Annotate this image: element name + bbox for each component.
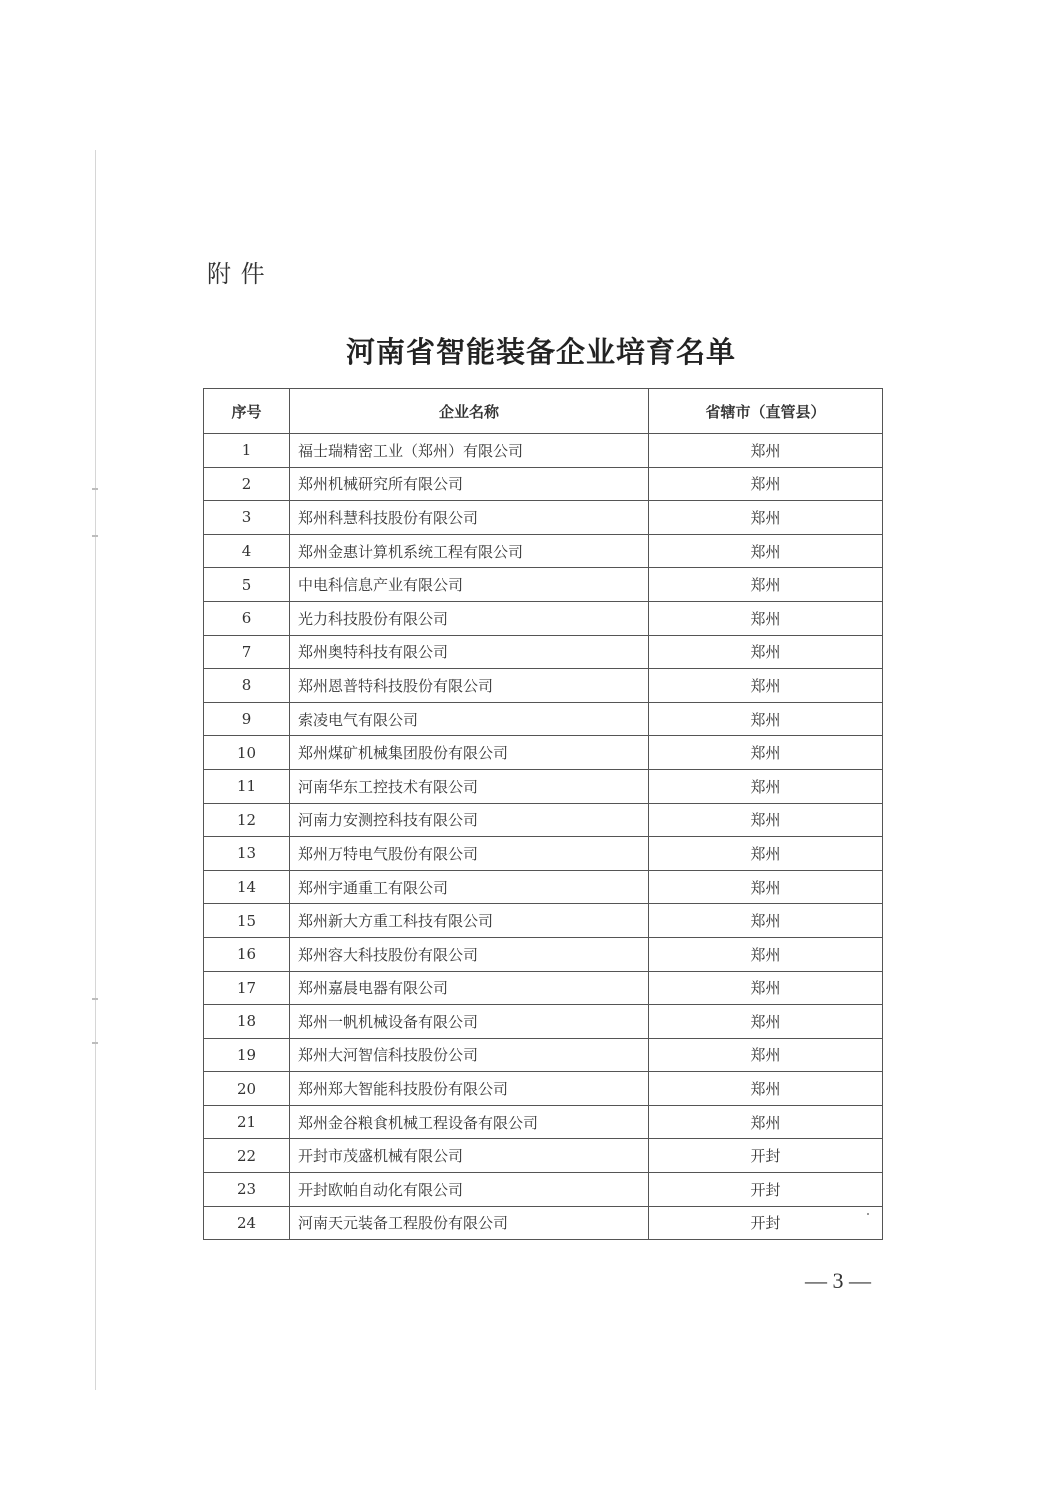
row-city: 郑州	[649, 702, 883, 736]
table-row	[204, 669, 883, 703]
row-serial: 2	[204, 467, 290, 501]
row-company-name: 河南力安测控科技有限公司	[290, 803, 649, 837]
scan-speck	[867, 1213, 869, 1215]
row-company-name: 郑州金惠计算机系统工程有限公司	[290, 534, 649, 568]
row-serial: 7	[204, 635, 290, 669]
row-company-name: 郑州大河智信科技股份公司	[290, 1038, 649, 1072]
row-serial: 20	[204, 1072, 290, 1106]
row-city: 郑州	[649, 635, 883, 669]
row-city: 郑州	[649, 904, 883, 938]
table-row	[204, 769, 883, 803]
table-row	[204, 803, 883, 837]
row-company-name: 福士瑞精密工业（郑州）有限公司	[290, 434, 649, 468]
row-city: 郑州	[649, 601, 883, 635]
row-company-name: 郑州嘉晨电器有限公司	[290, 971, 649, 1005]
table-row	[204, 1139, 883, 1173]
row-city: 郑州	[649, 937, 883, 971]
table-row	[204, 467, 883, 501]
row-city: 郑州	[649, 467, 883, 501]
row-company-name: 索凌电气有限公司	[290, 702, 649, 736]
row-company-name: 郑州郑大智能科技股份有限公司	[290, 1072, 649, 1106]
table-row	[204, 702, 883, 736]
row-company-name: 郑州万特电气股份有限公司	[290, 837, 649, 871]
table-row	[204, 1072, 883, 1106]
row-serial: 5	[204, 568, 290, 602]
row-serial: 16	[204, 937, 290, 971]
enterprise-table	[203, 388, 883, 1240]
table-row	[204, 736, 883, 770]
table-row	[204, 1005, 883, 1039]
row-company-name: 郑州奥特科技有限公司	[290, 635, 649, 669]
row-company-name: 郑州煤矿机械集团股份有限公司	[290, 736, 649, 770]
row-serial: 14	[204, 870, 290, 904]
row-serial: 9	[204, 702, 290, 736]
table-row	[204, 635, 883, 669]
table-row	[204, 870, 883, 904]
table-row	[204, 904, 883, 938]
binding-mark	[92, 1042, 98, 1044]
binding-line	[95, 150, 96, 1390]
row-city: 郑州	[649, 568, 883, 602]
row-city: 郑州	[649, 769, 883, 803]
row-city: 郑州	[649, 534, 883, 568]
row-company-name: 郑州恩普特科技股份有限公司	[290, 669, 649, 703]
row-city: 郑州	[649, 1005, 883, 1039]
row-company-name: 郑州机械研究所有限公司	[290, 467, 649, 501]
row-company-name: 郑州科慧科技股份有限公司	[290, 501, 649, 535]
header-company: 企业名称	[290, 389, 649, 434]
table-row	[204, 1173, 883, 1207]
row-city: 郑州	[649, 669, 883, 703]
table-row	[204, 568, 883, 602]
table-row	[204, 937, 883, 971]
row-serial: 18	[204, 1005, 290, 1039]
row-city: 郑州	[649, 870, 883, 904]
row-serial: 3	[204, 501, 290, 535]
table-row	[204, 434, 883, 468]
row-serial: 11	[204, 769, 290, 803]
table-row	[204, 501, 883, 535]
binding-mark	[92, 535, 98, 537]
row-serial: 4	[204, 534, 290, 568]
row-company-name: 郑州金谷粮食机械工程设备有限公司	[290, 1105, 649, 1139]
row-serial: 22	[204, 1139, 290, 1173]
table-row	[204, 1038, 883, 1072]
page-title: 河南省智能装备企业培育名单	[345, 335, 736, 369]
row-city: 郑州	[649, 803, 883, 837]
row-city: 开封	[649, 1206, 883, 1240]
table-row	[204, 837, 883, 871]
row-serial: 12	[204, 803, 290, 837]
binding-mark	[92, 488, 98, 490]
row-company-name: 郑州容大科技股份有限公司	[290, 937, 649, 971]
row-city: 开封	[649, 1139, 883, 1173]
table-row	[204, 534, 883, 568]
row-city: 郑州	[649, 501, 883, 535]
table-header-row	[204, 389, 883, 434]
row-city: 郑州	[649, 1038, 883, 1072]
page-number: — 3 —	[805, 1268, 871, 1293]
row-serial: 19	[204, 1038, 290, 1072]
row-serial: 23	[204, 1173, 290, 1207]
binding-mark	[92, 998, 98, 1000]
row-company-name: 郑州一帆机械设备有限公司	[290, 1005, 649, 1039]
table-body	[204, 434, 883, 1240]
row-city: 郑州	[649, 1105, 883, 1139]
row-company-name: 开封市茂盛机械有限公司	[290, 1139, 649, 1173]
table-row	[204, 971, 883, 1005]
row-serial: 17	[204, 971, 290, 1005]
row-company-name: 郑州新大方重工科技有限公司	[290, 904, 649, 938]
row-company-name: 郑州宇通重工有限公司	[290, 870, 649, 904]
row-company-name: 开封欧帕自动化有限公司	[290, 1173, 649, 1207]
row-company-name: 河南华东工控技术有限公司	[290, 769, 649, 803]
header-city: 省辖市（直管县）	[649, 389, 883, 434]
row-serial: 8	[204, 669, 290, 703]
row-serial: 13	[204, 837, 290, 871]
header-serial: 序号	[204, 389, 290, 434]
table-row	[204, 1206, 883, 1240]
row-company-name: 光力科技股份有限公司	[290, 601, 649, 635]
row-city: 郑州	[649, 736, 883, 770]
row-city: 郑州	[649, 434, 883, 468]
row-serial: 24	[204, 1206, 290, 1240]
table-row	[204, 601, 883, 635]
row-serial: 6	[204, 601, 290, 635]
row-city: 开封	[649, 1173, 883, 1207]
attachment-label: 附 件	[207, 260, 266, 288]
table-row	[204, 1105, 883, 1139]
row-serial: 21	[204, 1105, 290, 1139]
row-serial: 15	[204, 904, 290, 938]
row-company-name: 中电科信息产业有限公司	[290, 568, 649, 602]
row-city: 郑州	[649, 971, 883, 1005]
row-serial: 10	[204, 736, 290, 770]
row-company-name: 河南天元装备工程股份有限公司	[290, 1206, 649, 1240]
row-city: 郑州	[649, 1072, 883, 1106]
row-serial: 1	[204, 434, 290, 468]
row-city: 郑州	[649, 837, 883, 871]
